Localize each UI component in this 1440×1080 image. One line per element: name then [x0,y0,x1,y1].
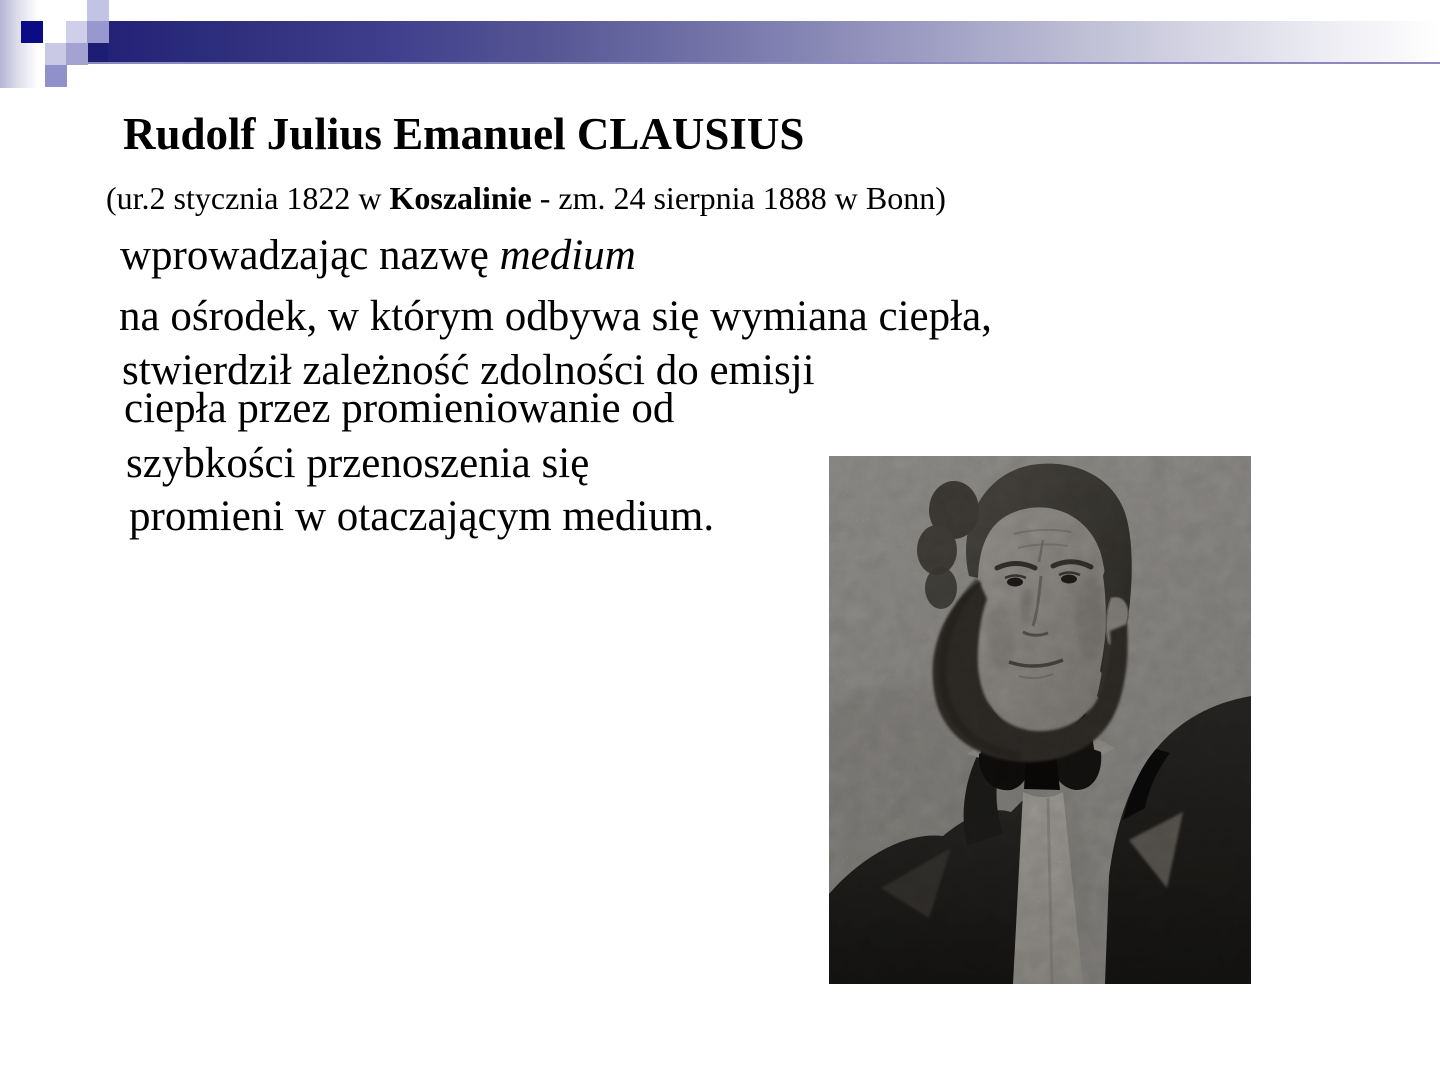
deco-square [66,21,88,43]
deco-square [87,0,109,22]
body-line-5: szybkości przenoszenia się [126,440,590,487]
left-gradient-strip [0,0,38,88]
body-line-1-italic-medium: medium [499,232,636,279]
deco-square [45,65,67,87]
subtitle-bold-koszalinie: Koszalinie [389,180,532,216]
body-line-1-text: wprowadzając nazwę [120,232,500,279]
deco-square [21,21,43,43]
body-line-6: promieni w otaczającym medium. [129,493,715,540]
slide-title: Rudolf Julius Emanuel CLAUSIUS [123,109,805,159]
body-line-1 [120,234,636,277]
clausius-portrait-image [829,456,1251,984]
deco-square [87,21,109,43]
deco-square [66,43,88,65]
title-band-gradient [108,21,1440,64]
slide-subtitle [106,182,946,214]
subtitle-part2: - zm. 24 sierpnia 1888 w Bonn) [531,180,946,216]
deco-square [45,43,67,65]
body-line-4: ciepła przez promieniowanie od [124,385,675,432]
body-line-3: stwierdził zależność zdolności do emisji [122,347,815,394]
title-band-step [87,43,108,64]
body-line-2: na ośrodek, w którym odbywa się wymiana ciepła, [119,293,992,340]
subtitle-part1: (ur.2 stycznia 1822 w [106,180,390,216]
